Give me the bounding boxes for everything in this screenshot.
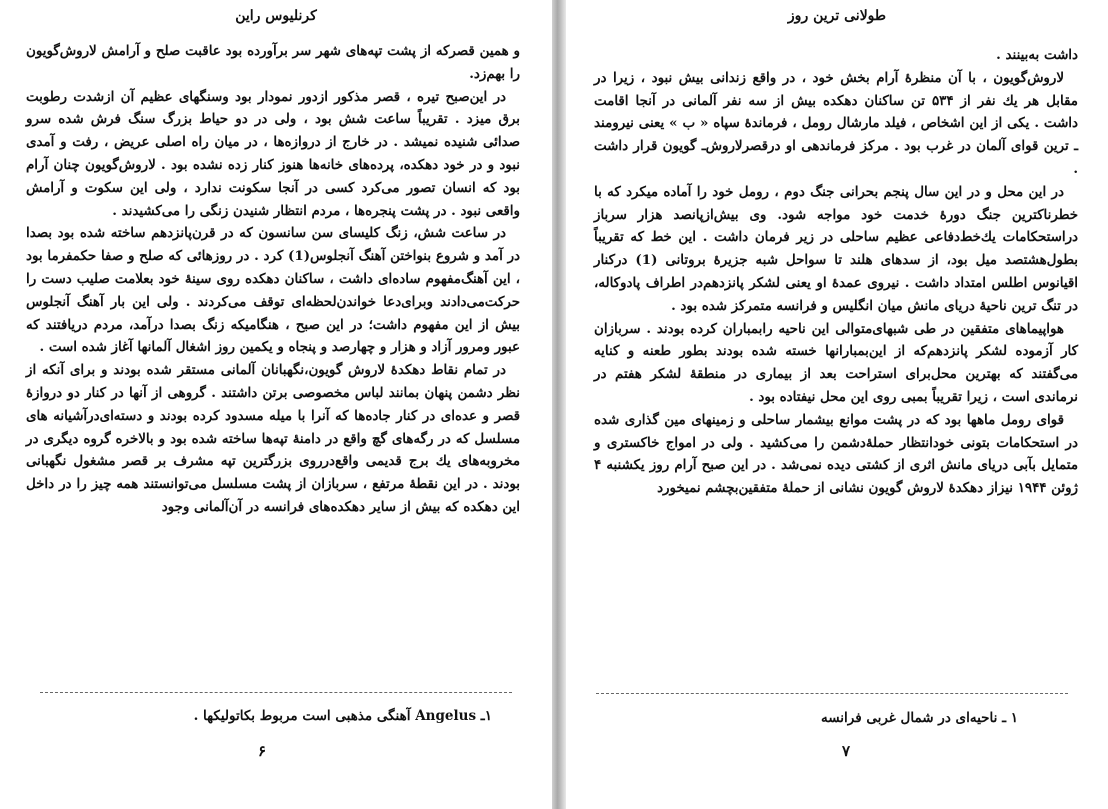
right-paragraph-5: قوای رومل ماهها بود که در پشت موانع بیشمار ساحلی و زمینهای مین گذاری شده در استحکامات بتونی خودانتظار حملهٔ‌دشمن را می‌کشید . ولی در امواج خاکستری و متمایل بآبی دریای مانش اثری از کشتی دیده نمی‌شد . در این صبح آرام روز یکشنبه ۴ ژوئن ۱۹۴۴ نیزاز دهکدهٔ لاروش گویون نشانی از حملهٔ متفقین‌بچشم نمیخورد	[594, 411, 1078, 497]
left-page-number: ۶	[258, 742, 267, 760]
right-footnote-rule	[596, 693, 1068, 694]
right-footnote: ۱ ـ ناحیه‌ای در شمال غربی فرانسه	[820, 710, 1018, 726]
left-paragraph-3: در ساعت شش، زنگ کلیسای سن سانسون که در قرن‌پانزدهم ساخته شده بود بصدا در آمد و شروع بنواختن آهنگ آنجلوس(1) کرد . در روزهائی که صلح و صفا حکمفرما بود ، این آهنگ‌مفهوم ساده‌ای داشت ، ساکنان دهکده روی سینهٔ خود بعلامت صلیب دست را حرکت‌می‌دادند وبرای‌دعا خواندن‌لحظه‌ای توقف می‌کردند . ولی این بار آهنگ آنجلوس بیش از این مفهوم داشت؛ در این صبح ، هنگامیکه زنگ بصدا درآمد، مردم دریافتند که عبور ومرور آزاد و هزار و چهارصد و پنجاه و یکمین روز اشغال آلمانها آغاز شده است .	[26, 225, 520, 356]
right-paragraph-4: هواپیماهای متفقین در طی شبهای‌متوالی این ناحیه رابمباران کرده بودند . سربازان کار آزموده لشکر پانزدهم‌که از این‌بمبارانها خسته شده بودند بطور طعنه و کنایه می‌گفتند که بهترین محل‌برای استراحت بعد از بیماری در منطقهٔ لشکر هفتم در نرماندی است ، زیرا تقریباً بمبی روی این محل نیفتاده بود .	[594, 320, 1078, 405]
right-page	[566, 0, 1108, 809]
left-running-header: کرنلیوس راین	[235, 8, 317, 24]
right-body-text	[594, 44, 1078, 500]
right-page-number: ۷	[842, 742, 851, 760]
right-paragraph-3: در این محل و در این سال پنجم بحرانی جنگ دوم ، رومل خود را آماده میکرد که با خطرناکترین جنگ دورهٔ خدمت خود مواجه شود. وی بیش‌ازپانصد هزار سرباز دراستحکامات یك‌خط‌دفاعی عظیم ساحلی در زیر فرمان داشت . این خط که تقریباً بطول‌هشتصد میل بود، از سدهای هلند تا سواحل شبه جزیرهٔ بروتانی (1) درکنار اقیانوس اطلس امتداد داشت . نیروی عمدهٔ او یعنی لشکر پانزدهم‌در اطراف پادوکاله، در تنگ ترین ناحیهٔ دریای مانش میان انگلیس و فرانسه متمرکز شده بود .	[594, 183, 1078, 314]
right-paragraph-1: داشت به‌بینند .	[996, 47, 1078, 63]
right-running-header: طولانی ترین روز	[787, 8, 887, 24]
left-body-text	[26, 40, 520, 519]
book-gutter	[552, 0, 566, 809]
right-paragraph-2: لاروش‌گویون ، با آن منظرهٔ آرام بخش خود ، در واقع زندانی بیش نبود ، زیرا در مقابل هر یك نفر از ۵۳۴ تن ساکنان دهکده بیش از سه نفر آلمانی در آنجا اقامت داشت . یکی از این اشخاص ، فیلد مارشال رومل ، فرماندهٔ سپاه « ب » یعنی نیرومند ـ ترین قوای آلمان در غرب بود . مرکز فرماندهی او درقصرلاروش‌ـ گویون قرار داشت .	[594, 69, 1078, 177]
left-footnote-rule	[40, 692, 512, 693]
left-paragraph-4: در تمام نقاط دهکدهٔ لاروش گویون،نگهبانان آلمانی مستقر شده بودند و برای آنکه از نظر دشمن پنهان بمانند لباس مخصوصی برتن داشتند . گروهی از آنها در کنار دو دروازهٔ قصر و عده‌ای در کنار جاده‌ها که آنرا با میله مسدود کرده بودند و دسته‌ای‌درآشیانه های مسلسل که در رگه‌های گچ واقع در دامنهٔ تپه‌ها ساخته شده بود و بالاخره گروه دیگری در مخروبه‌های یك برج قدیمی واقع‌درروی بزرگترین تپه مشرف بر قصر مشغول نگهبانی بودند . در این نقطهٔ مرتفع ، سربازان از پشت مسلسل می‌توانستند همه چیز را در داخل این دهکده که بیش از سایر دهکده‌های فرانسه در آن‌آلمانی وجود	[26, 362, 520, 515]
left-page	[0, 0, 552, 809]
left-paragraph-1: و همین قصرکه از پشت تپه‌های شهر سر برآورده بود عاقبت صلح و آرامش لاروش‌گویون را بهم‌زد.	[26, 43, 520, 82]
left-paragraph-2: در این‌صبح تیره ، قصر مذکور ازدور نمودار بود وسنگهای عظیم آن ازشدت رطوبت برق میزد . تقریباً ساعت شش بود ، ولی در دو حیاط بزرگ سنگ فرش شده سرو صدائی شنیده نمیشد . در خارج از دروازه‌ها ، در میان راه اصلی عریض ، رفت و آمدی نبود و در خود دهکده، پرده‌های خانه‌ها هنوز کنار زده نشده بود . لاروش‌گویون چنان آرام بود که انسان تصور می‌کرد کسی در آنجا سکونت ندارد ، ولی این سکوت و آرامش واقعی نبود . در پشت پنجره‌ها ، مردم انتظار شنیدن زنگی را می‌کشیدند .	[26, 88, 520, 219]
left-footnote: ۱ـ Angelus آهنگی مذهبی است مربوط بکاتولیکها .	[193, 708, 492, 724]
